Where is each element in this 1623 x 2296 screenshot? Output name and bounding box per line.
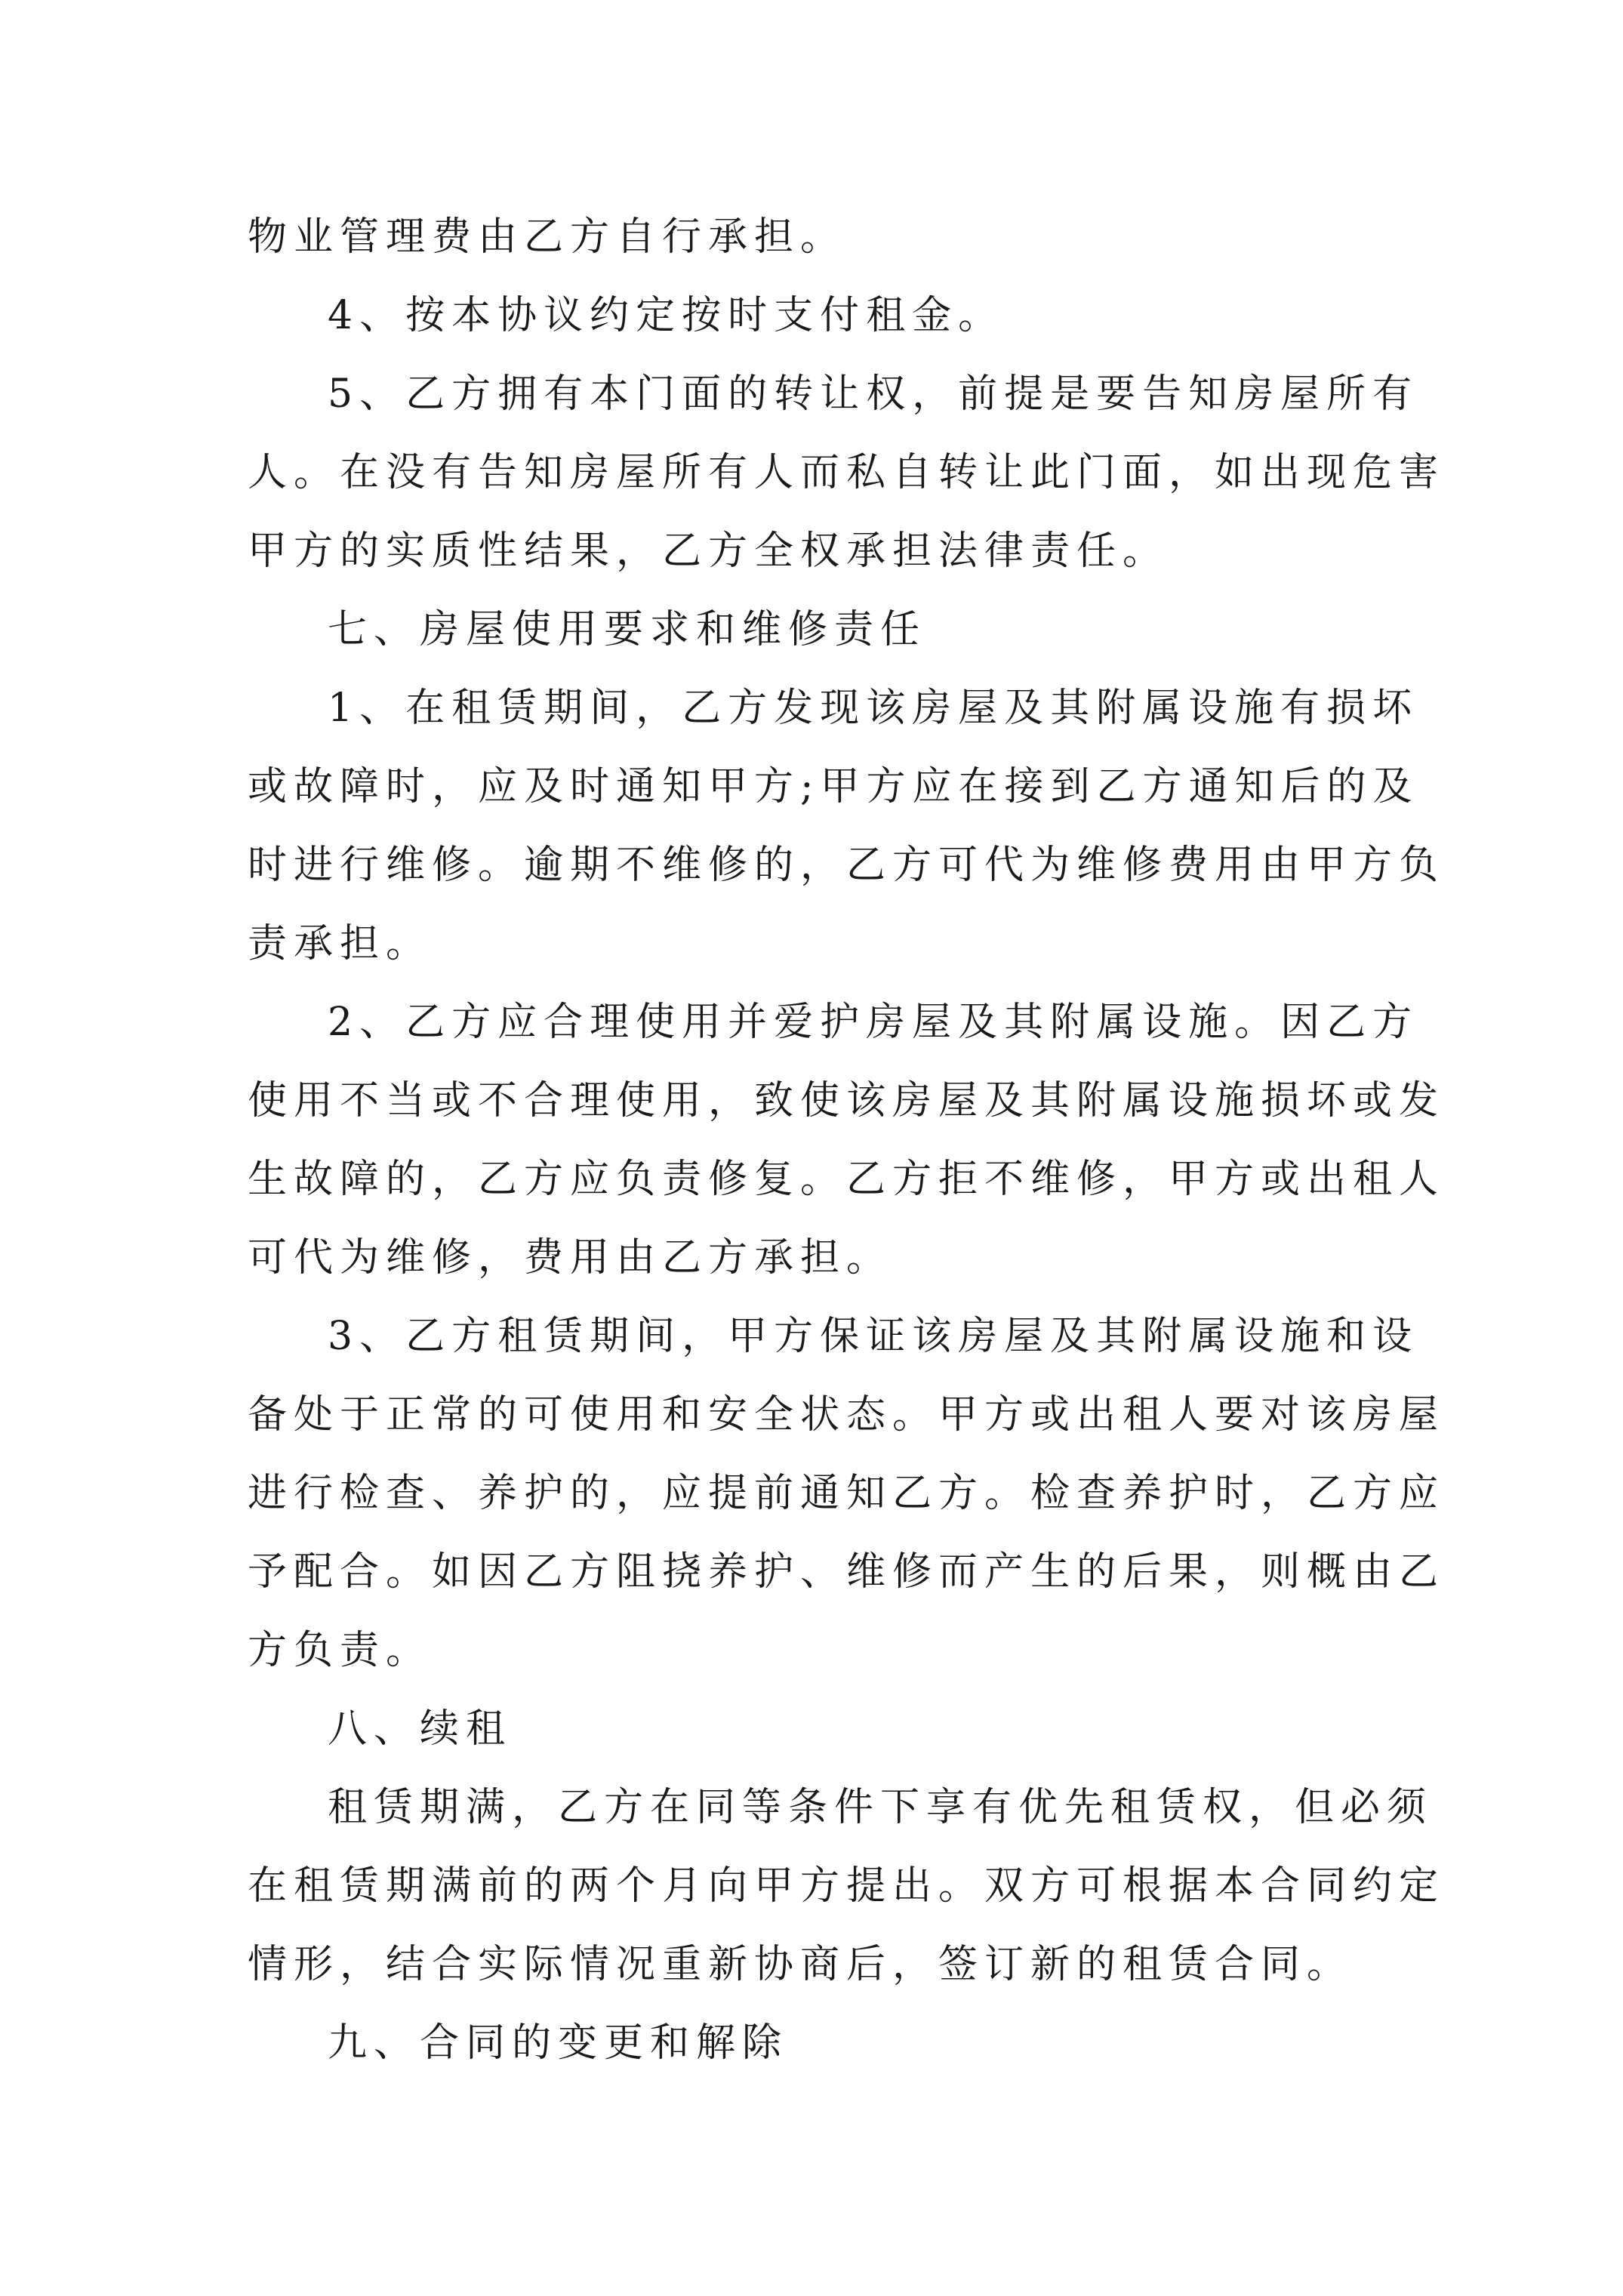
renewal-paragraph: 租赁期满，乙方在同等条件下享有优先租赁权，但必须 — [328, 1785, 1434, 1830]
text-line: 可代为维修，费用由乙方承担。 — [248, 1235, 893, 1281]
text-line: 责承担。 — [248, 921, 433, 966]
text-line: 物业管理费由乙方自行承担。 — [248, 214, 847, 260]
section-heading-9: 九、合同的变更和解除 — [328, 2020, 789, 2066]
text-line: 在租赁期满前的两个月向甲方提出。双方可根据本合同约定 — [248, 1863, 1446, 1909]
clause-1: 1、在租赁期间，乙方发现该房屋及其附属设施有损坏 — [328, 686, 1419, 731]
section-heading-8: 八、续租 — [328, 1706, 513, 1752]
text-line: 备处于正常的可使用和安全状态。甲方或出租人要对该房屋 — [248, 1392, 1446, 1438]
text-line: 进行检查、养护的，应提前通知乙方。检查养护时，乙方应 — [248, 1471, 1446, 1516]
text-line: 时进行维修。逾期不维修的，乙方可代为维修费用由甲方负 — [248, 843, 1446, 888]
clause-3: 3、乙方租赁期间，甲方保证该房屋及其附属设施和设 — [328, 1314, 1419, 1359]
clause-2: 2、乙方应合理使用并爱护房屋及其附属设施。因乙方 — [328, 1000, 1419, 1045]
text-line: 生故障的，乙方应负责修复。乙方拒不维修，甲方或出租人 — [248, 1157, 1446, 1202]
section-heading-7: 七、房屋使用要求和维修责任 — [328, 607, 927, 652]
text-line: 人。在没有告知房屋所有人而私自转让此门面，如出现危害 — [248, 450, 1446, 495]
clause-4: 4、按本协议约定按时支付租金。 — [328, 293, 1005, 338]
text-line: 或故障时，应及时通知甲方;甲方应在接到乙方通知后的及 — [248, 764, 1419, 809]
text-line: 甲方的实质性结果，乙方全权承担法律责任。 — [248, 529, 1169, 574]
text-line: 情形，结合实际情况重新协商后，签订新的租赁合同。 — [248, 1942, 1354, 1987]
text-line: 使用不当或不合理使用，致使该房屋及其附属设施损坏或发 — [248, 1078, 1446, 1123]
text-line: 方负责。 — [248, 1628, 433, 1673]
clause-5: 5、乙方拥有本门面的转让权，前提是要告知房屋所有 — [328, 371, 1419, 417]
text-line: 予配合。如因乙方阻挠养护、维修而产生的后果，则概由乙 — [248, 1549, 1446, 1595]
